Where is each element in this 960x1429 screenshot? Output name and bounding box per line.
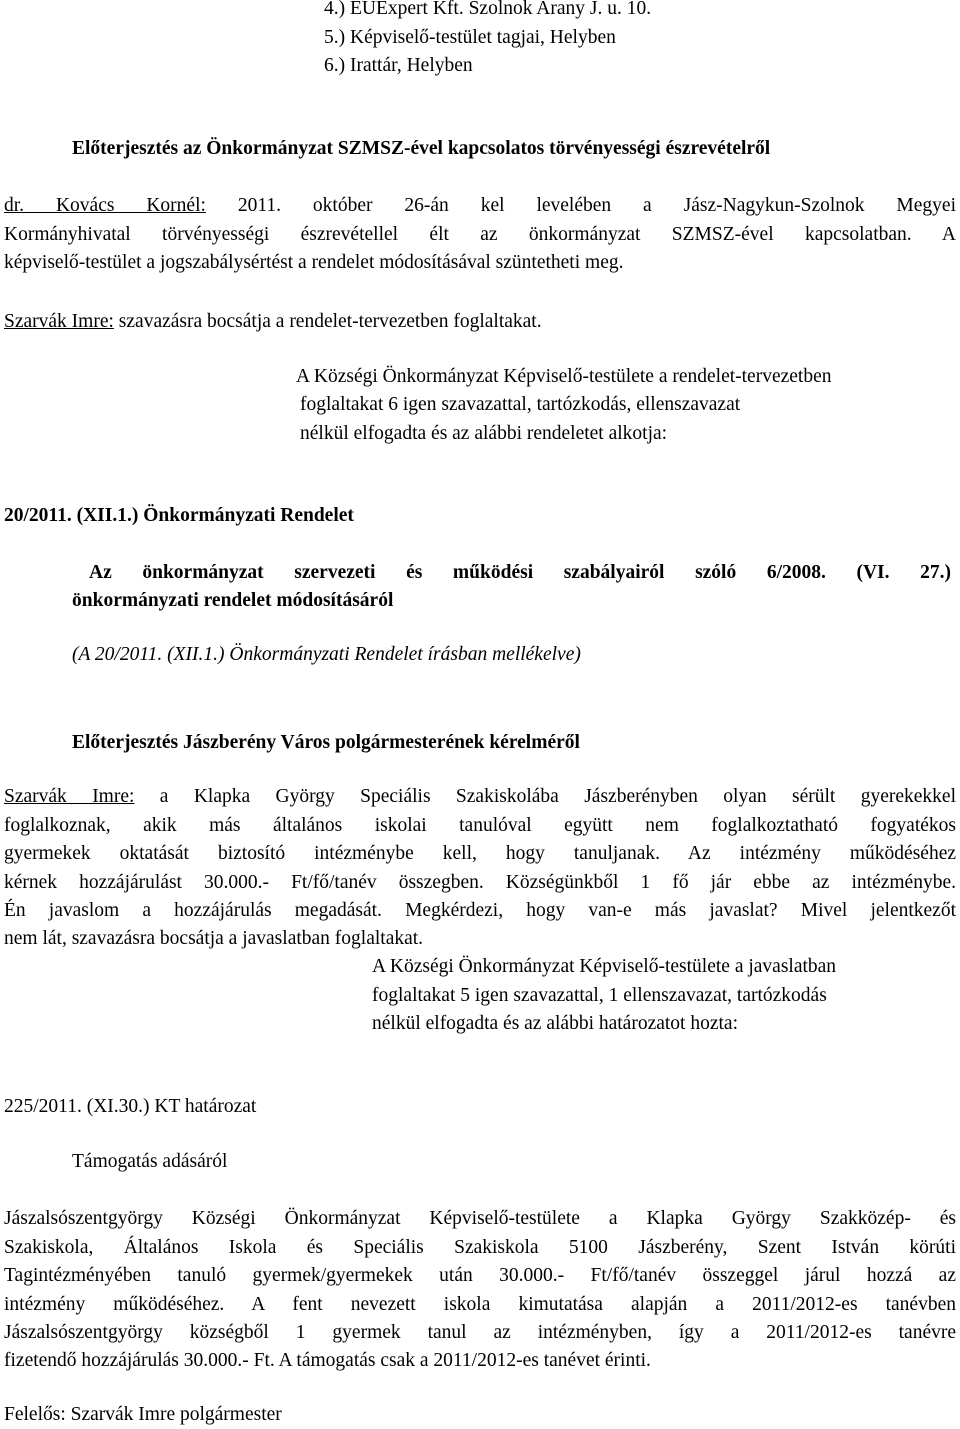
speaker-name: Szarvák Imre: [4, 786, 135, 807]
vote-result-line: foglaltakat 5 igen szavazattal, 1 ellenszavazat, tartózkodás [372, 985, 827, 1006]
vote-result-line: A Községi Önkormányzat Képviselő-testülete a javaslatban [372, 956, 837, 977]
decree-attachment-note: (A 20/2011. (XII.1.) Önkormányzati Rendelet írásban mellékelve) [72, 644, 581, 665]
distribution-item: 6.) Irattár, Helyben [324, 55, 473, 76]
resolution-text-line: Tagintézményében tanuló gyermek/gyermekek után 30.000.- Ft/fő/tanév összeggel járul hozzá az [4, 1265, 956, 1286]
paragraph-line: Én javaslom a hozzájárulás megadását. Megkérdezi, hogy van-e más javaslat? Mivel jelentkezőt [4, 900, 956, 921]
speaker-name: Szarvák Imre: [4, 311, 114, 332]
resolution-text-line: Jászalsószentgyörgy Községi Önkormányzat Képviselő-testülete a Klapka György Szakközép- és [4, 1208, 956, 1229]
paragraph-line: Kormányhivatal törvényességi észrevétellel élt az önkormányzat SZMSZ-ével kapcsolatban. A [4, 224, 956, 245]
distribution-item: 4.) EUExpert Kft. Szolnok Arany J. u. 10. [324, 0, 652, 19]
paragraph-line [4, 307, 542, 336]
vote-result-line: nélkül elfogadta és az alábbi határozatot hozta: [372, 1013, 738, 1034]
paragraph-line: képviselő-testület a jogszabálysértést a rendelet módosításával szüntetheti meg. [4, 252, 624, 273]
paragraph-text: szavazásra bocsátja a rendelet-tervezetben foglaltakat. [113, 311, 542, 332]
decree-subject: Az önkormányzat szervezeti és működési szabályairól szóló 6/2008. (VI. 27.) [89, 562, 951, 583]
resolution-text-line: Jászalsószentgyörgy községből 1 gyermek tanul az intézményben, így a 2011/2012-es tanévre [4, 1322, 956, 1343]
paragraph-line: nem lát, szavazásra bocsátja a javaslatban foglaltakat. [4, 928, 424, 949]
resolution-text-line: Szakiskola, Általános Iskola és Speciális Szakiskola 5100 Jászberény, Szent István körúti [4, 1237, 956, 1258]
paragraph-text: a Klapka György Speciális Szakiskolába Jászberényben olyan sérült gyerekekkel [134, 786, 956, 807]
responsible-person: Felelős: Szarvák Imre polgármester [4, 1404, 282, 1425]
vote-result-line: nélkül elfogadta és az alábbi rendeletet alkotja: [300, 423, 668, 444]
distribution-item: 5.) Képviselő-testület tagjai, Helyben [324, 27, 616, 48]
paragraph-line: gyermekek oktatását biztosító intézménybe kell, hogy tanuljanak. Az intézmény működéséhez [4, 843, 956, 864]
resolution-text-line: fizetendő hozzájárulás 30.000.- Ft. A támogatás csak a 2011/2012-es tanévet érinti. [4, 1350, 651, 1371]
section-heading: Előterjesztés Jászberény Város polgármesterének kérelméről [72, 732, 580, 753]
paragraph-line [4, 191, 956, 220]
decree-subject: önkormányzati rendelet módosításáról [72, 590, 394, 611]
vote-result-line: foglaltakat 6 igen szavazattal, tartózkodás, ellenszavazat [300, 394, 741, 415]
paragraph-text: 2011. október 26-án kel levelében a Jász-Nagykun-Szolnok Megyei [205, 195, 956, 216]
resolution-text-line: intézmény működéséhez. A fent nevezett iskola kimutatása alapján a 2011/2012-es tanévben [4, 1294, 956, 1315]
speaker-name: dr. Kovács Kornél: [4, 195, 206, 216]
resolution-subject: Támogatás adásáról [72, 1151, 228, 1172]
paragraph-line: foglalkoznak, akik más általános iskolai tanulóval együtt nem foglalkoztatható fogyatékos [4, 815, 956, 836]
paragraph-line: kérnek hozzájárulást 30.000.- Ft/fő/tanév összegben. Községünkből 1 fő jár ebbe az intézménybe. [4, 872, 956, 893]
paragraph-line [4, 782, 956, 811]
resolution-title: 225/2011. (XI.30.) KT határozat [4, 1096, 257, 1117]
section-heading: Előterjesztés az Önkormányzat SZMSZ-ével kapcsolatos törvényességi észrevételről [72, 138, 771, 159]
vote-result-line: A Községi Önkormányzat Képviselő-testülete a rendelet-tervezetben [296, 366, 832, 387]
decree-title: 20/2011. (XII.1.) Önkormányzati Rendelet [4, 505, 354, 526]
